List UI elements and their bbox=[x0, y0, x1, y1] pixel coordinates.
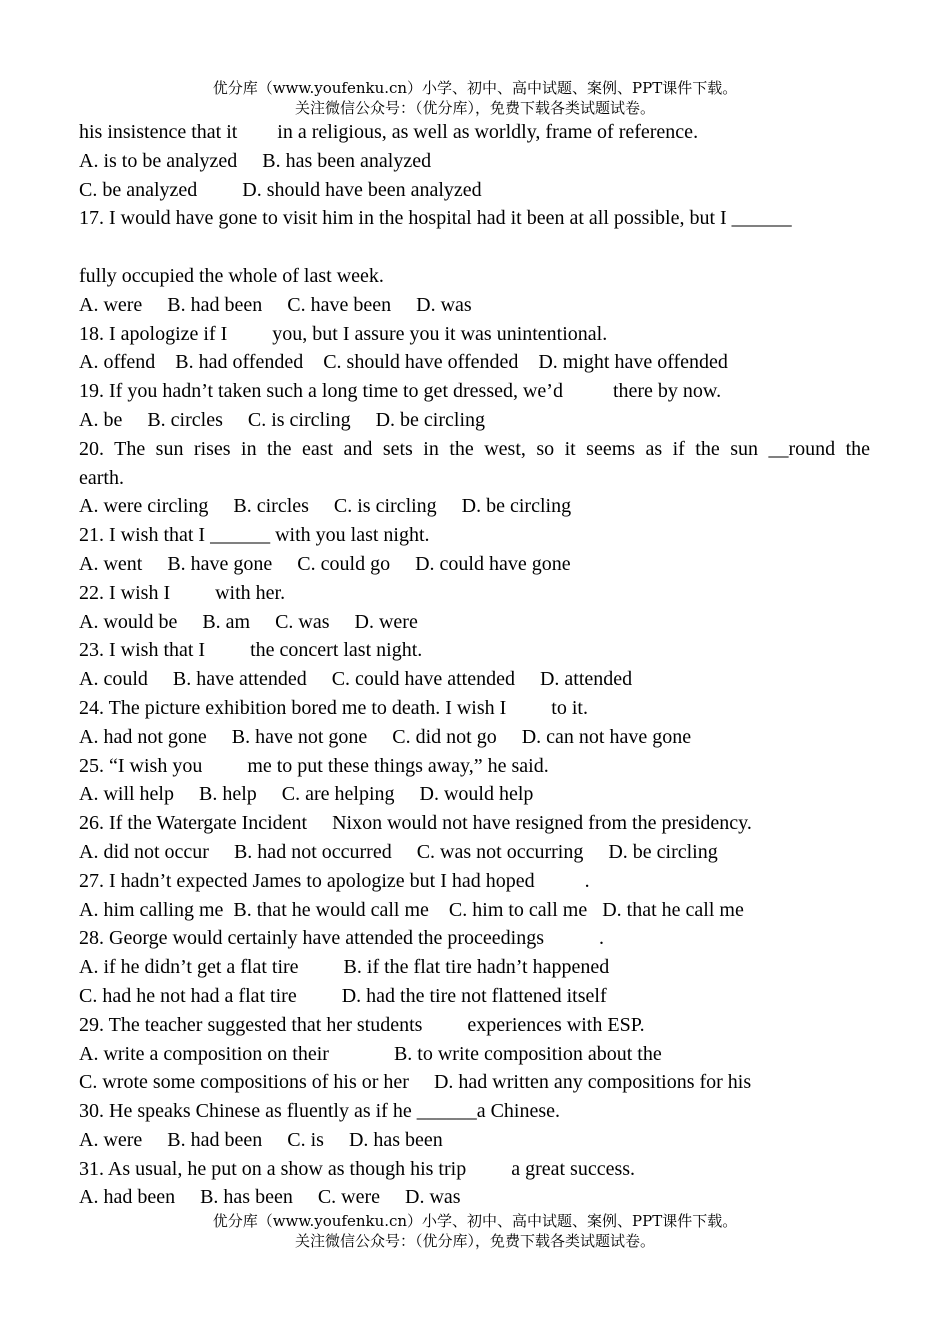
text-line: A. will help B. help C. are helping D. would help bbox=[79, 783, 534, 806]
text-line: 29. The teacher suggested that her students experiences with ESP. bbox=[79, 1013, 645, 1036]
text-line: A. if he didn’t get a flat tire B. if the flat tire hadn’t happened bbox=[79, 956, 610, 979]
text-line: A. would be B. am C. was D. were bbox=[79, 610, 418, 633]
text-line: A. write a composition on their B. to write composition about the bbox=[79, 1042, 662, 1065]
page-header bbox=[0, 78, 950, 118]
text-line: A. were circling B. circles C. is circling D. be circling bbox=[79, 495, 572, 518]
question-body bbox=[79, 118, 870, 1212]
text-line: 31. As usual, he put on a show as though his trip a great success. bbox=[79, 1157, 636, 1180]
footer-line-1: 优分库（www.youfenku.cn）小学、初中、高中试题、案例、PPT课件下载。 bbox=[212, 1212, 738, 1230]
text-line: 18. I apologize if I you, but I assure you it was unintentional. bbox=[79, 322, 608, 345]
text-line: A. did not occur B. had not occurred C. was not occurring D. be circling bbox=[79, 840, 718, 863]
header-line-1: 优分库（www.youfenku.cn）小学、初中、高中试题、案例、PPT课件下载。 bbox=[212, 79, 738, 97]
text-line: 21. I wish that I ______ with you last night. bbox=[79, 524, 430, 547]
text-line: 28. George would certainly have attended the proceedings . bbox=[79, 927, 605, 950]
text-line: A. him calling me B. that he would call me C. him to call me D. that he call me bbox=[79, 898, 744, 921]
text-line: his insistence that it in a religious, as well as worldly, frame of reference. bbox=[79, 121, 699, 143]
text-line: A. were B. had been C. is D. has been bbox=[79, 1128, 443, 1151]
text-line: 20. The sun rises in the east and sets in the west, so it seems as if the sun __round the bbox=[79, 437, 870, 460]
text-line: A. went B. have gone C. could go D. could have gone bbox=[79, 552, 571, 575]
page-footer bbox=[0, 1211, 950, 1251]
text-line: A. could B. have attended C. could have attended D. attended bbox=[79, 668, 633, 691]
text-line: earth. bbox=[79, 466, 124, 489]
text-line: A. were B. had been C. have been D. was bbox=[79, 293, 472, 316]
blank-line bbox=[79, 233, 870, 262]
text-line: fully occupied the whole of last week. bbox=[79, 264, 384, 287]
footer-line-2: 关注微信公众号：（优分库），免费下载各类试题试卷。 bbox=[294, 1232, 655, 1250]
text-line: 30. He speaks Chinese as fluently as if he ______a Chinese. bbox=[79, 1100, 561, 1123]
text-line: 22. I wish I with her. bbox=[79, 581, 286, 604]
text-line: A. had not gone B. have not gone C. did not go D. can not have gone bbox=[79, 725, 692, 748]
text-line: 19. If you hadn’t taken such a long time to get dressed, we’d there by now. bbox=[79, 380, 722, 403]
text-line: C. had he not had a flat tire D. had the tire not flattened itself bbox=[79, 984, 607, 1007]
text-line: A. had been B. has been C. were D. was bbox=[79, 1186, 461, 1209]
text-line: 24. The picture exhibition bored me to death. I wish I to it. bbox=[79, 696, 588, 719]
text-line: 27. I hadn’t expected James to apologize but I had hoped . bbox=[79, 869, 590, 892]
text-line: 17. I would have gone to visit him in the hospital had it been at all possible, but I ______ bbox=[79, 207, 792, 230]
text-line: C. wrote some compositions of his or her D. had written any compositions for his bbox=[79, 1071, 752, 1094]
text-line: A. offend B. had offended C. should have offended D. might have offended bbox=[79, 351, 728, 374]
text-line: 26. If the Watergate Incident Nixon would not have resigned from the presidency. bbox=[79, 812, 752, 835]
text-line: A. is to be analyzed B. has been analyzed bbox=[79, 149, 432, 172]
text-line: 23. I wish that I the concert last night. bbox=[79, 639, 423, 662]
text-line: C. be analyzed D. should have been analyzed bbox=[79, 178, 482, 201]
text-line: 25. “I wish you me to put these things away,” he said. bbox=[79, 754, 549, 777]
header-line-2: 关注微信公众号：（优分库），免费下载各类试题试卷。 bbox=[294, 99, 655, 117]
text-line: A. be B. circles C. is circling D. be circling bbox=[79, 408, 486, 431]
